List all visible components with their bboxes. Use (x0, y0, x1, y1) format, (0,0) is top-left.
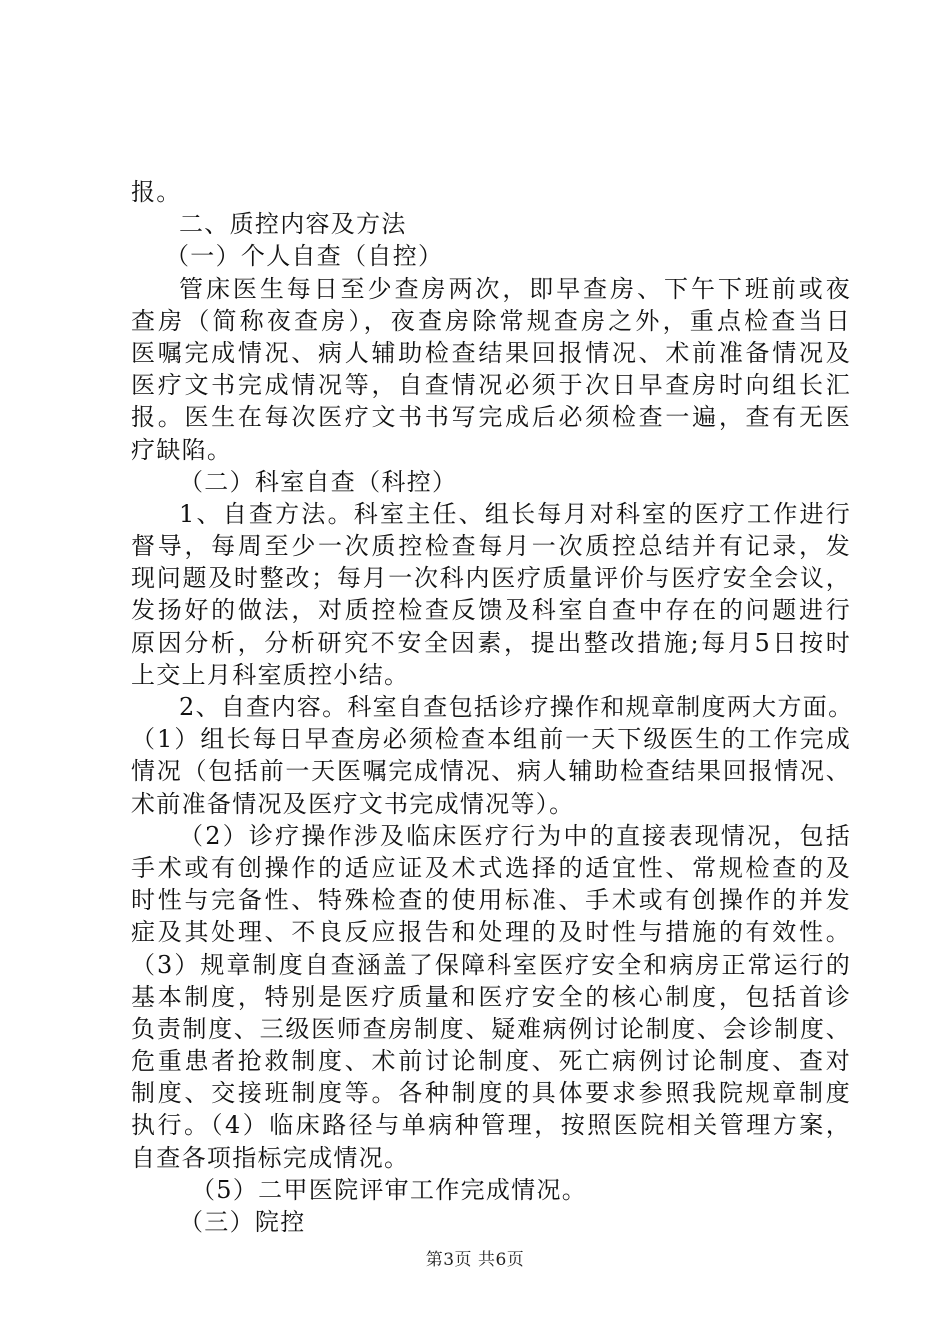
page-number-footer: 第3页 共6页 (425, 1250, 525, 1270)
paragraph-line: 原因分析，分析研究不安全因素，提出整改措施;每月5日按时 (131, 628, 851, 657)
paragraph-line: 危重患者抢救制度、术前讨论制度、死亡病例讨论制度、查对 (131, 1047, 851, 1076)
paragraph-line: 负责制度、三级医师查房制度、疑难病例讨论制度、会诊制度、 (131, 1014, 851, 1043)
paragraph-line: 时性与完备性、特殊检查的使用标准、手术或有创操作的并发 (131, 886, 851, 915)
paragraph-line: 疗缺陷。 (131, 435, 233, 464)
paragraph-line: 管床医生每日至少查房两次，即早查房、下午下班前或夜 (179, 274, 851, 303)
paragraph-line: 2、自查内容。科室自查包括诊疗操作和规章制度两大方面。 (179, 693, 854, 721)
paragraph-line: 报。医生在每次医疗文书书写完成后必须检查一遍，查有无医 (131, 403, 851, 432)
subsection-heading: （一）个人自查（自控） (165, 242, 444, 271)
subsection-heading: （三）院控 (179, 1208, 306, 1236)
paragraph-line: 基本制度，特别是医疗质量和医疗安全的核心制度，包括首诊 (131, 982, 851, 1011)
paragraph-line: 医嘱完成情况、病人辅助检查结果回报情况、术前准备情况及 (131, 338, 851, 367)
paragraph-line: 制度、交接班制度等。各种制度的具体要求参照我院规章制度 (131, 1079, 851, 1108)
paragraph-line: 手术或有创操作的适应证及术式选择的适宜性、常规检查的及 (131, 853, 851, 882)
subsection-heading: （二）科室自查（科控） (179, 467, 458, 496)
paragraph-line: 执行。（4）临床路径与单病种管理，按照医院相关管理方案， (131, 1111, 851, 1140)
section-heading: 二、质控内容及方法 (179, 210, 407, 239)
text-line: 报。 (131, 178, 182, 206)
paragraph-line: 发扬好的做法，对质控检查反馈及科室自查中存在的问题进行 (131, 596, 851, 625)
paragraph-line: 现问题及时整改；每月一次科内医疗质量评价与医疗安全会议， (131, 564, 851, 593)
paragraph-line: 自查各项指标完成情况。 (131, 1143, 410, 1172)
paragraph-line: （5）二甲医院评审工作完成情况。 (191, 1175, 588, 1204)
paragraph-line: 1、自查方法。科室主任、组长每月对科室的医疗工作进行 (179, 499, 851, 528)
paragraph-line: （3）规章制度自查涵盖了保障科室医疗安全和病房正常运行的 (131, 950, 851, 979)
paragraph-line: 上交上月科室质控小结。 (131, 660, 410, 689)
paragraph-line: 情况（包括前一天医嘱完成情况、病人辅助检查结果回报情况、 (131, 757, 851, 786)
paragraph-line: （2）诊疗操作涉及临床医疗行为中的直接表现情况，包括 (179, 821, 851, 850)
body-text (131, 176, 854, 1238)
paragraph-line: 医疗文书完成情况等，自查情况必须于次日早查房时向组长汇 (131, 371, 851, 400)
paragraph-line: 术前准备情况及医疗文书完成情况等）。 (131, 789, 575, 818)
paragraph-line: 症及其处理、不良反应报告和处理的及时性与措施的有效性。 (131, 918, 851, 947)
paragraph-line: 督导，每周至少一次质控检查每月一次质控总结并有记录，发 (131, 532, 851, 561)
paragraph-line: 查房（简称夜查房），夜查房除常规查房之外，重点检查当日 (131, 306, 851, 335)
paragraph-line: （1）组长每日早查房必须检查本组前一天下级医生的工作完成 (131, 725, 851, 754)
